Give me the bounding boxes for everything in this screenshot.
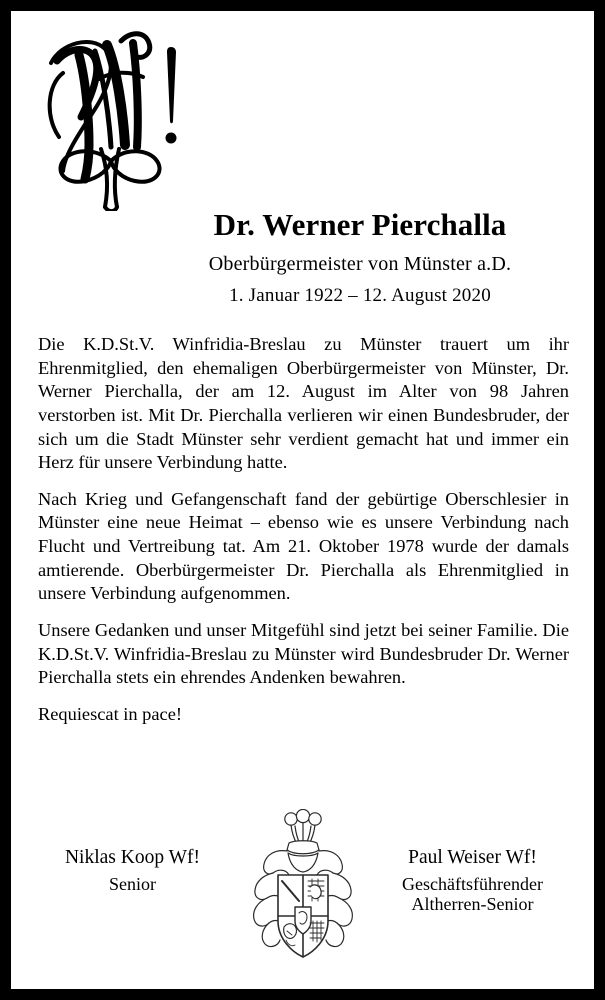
deceased-title: Oberbürgermeister von Münster a.D. [208, 253, 512, 276]
zirkel-monogram-icon [33, 21, 193, 211]
signatory-role [365, 874, 580, 916]
coat-of-arms-icon [242, 809, 364, 961]
signatory-name: Niklas Koop Wf! [64, 847, 201, 868]
heading-block [148, 25, 572, 307]
body-paragraph: Nach Krieg und Gefangenschaft fand der gebürtige Oberschlesier in Münster eine neue Heimat – ebenso wie es unsere Verbindung nach Flucht und Vertreibung tat. Am 21. Oktober 1978 wurde der damals amtierende. Oberbürgermeister Dr. Pierchalla als Ehrenmitglied in unsere Verbindung aufgenommen. [38, 488, 569, 604]
signatory-role-line: Senior [109, 873, 156, 894]
signatory-role-line: Geschäftsführender [402, 873, 543, 894]
signature-left [25, 809, 240, 894]
signature-area [11, 809, 594, 961]
signature-right [365, 809, 580, 915]
body-paragraph: Unsere Gedanken und unser Mitgefühl sind jetzt bei seiner Familie. Die K.D.St.V. Winfridia-Breslau zu Münster wird Bundesbruder Dr. Werner Pierchalla stets ein ehrendes Andenken bewahren. [38, 620, 569, 688]
notice-inner-frame [11, 11, 594, 989]
signatory-role-line: Altherren-Senior [411, 894, 534, 915]
closing-blessing: Requiescat in pace! [38, 703, 182, 724]
signatory-role [25, 874, 240, 895]
signatory-name: Paul Weiser Wf! [408, 847, 537, 868]
body-paragraph: Die K.D.St.V. Winfridia-Breslau zu Münster trauert um ihr Ehrenmitglied, den ehemaligen Oberbürgermeister von Münster, Dr. Werner Pierchalla, der am 12. August im Alter von 98 Jahren verstorben ist. Mit Dr. Pierchalla verlieren wir einen Bundesbruder, der sich um die Stadt Münster sehr verdient gemacht hat und immer ein Herz für unsere Verbindung hatte. [38, 333, 569, 473]
body-text [33, 333, 572, 727]
deceased-name: Dr. Werner Pierchalla [213, 207, 507, 242]
deceased-dates: 1. Januar 1922 – 12. August 2020 [229, 285, 491, 307]
